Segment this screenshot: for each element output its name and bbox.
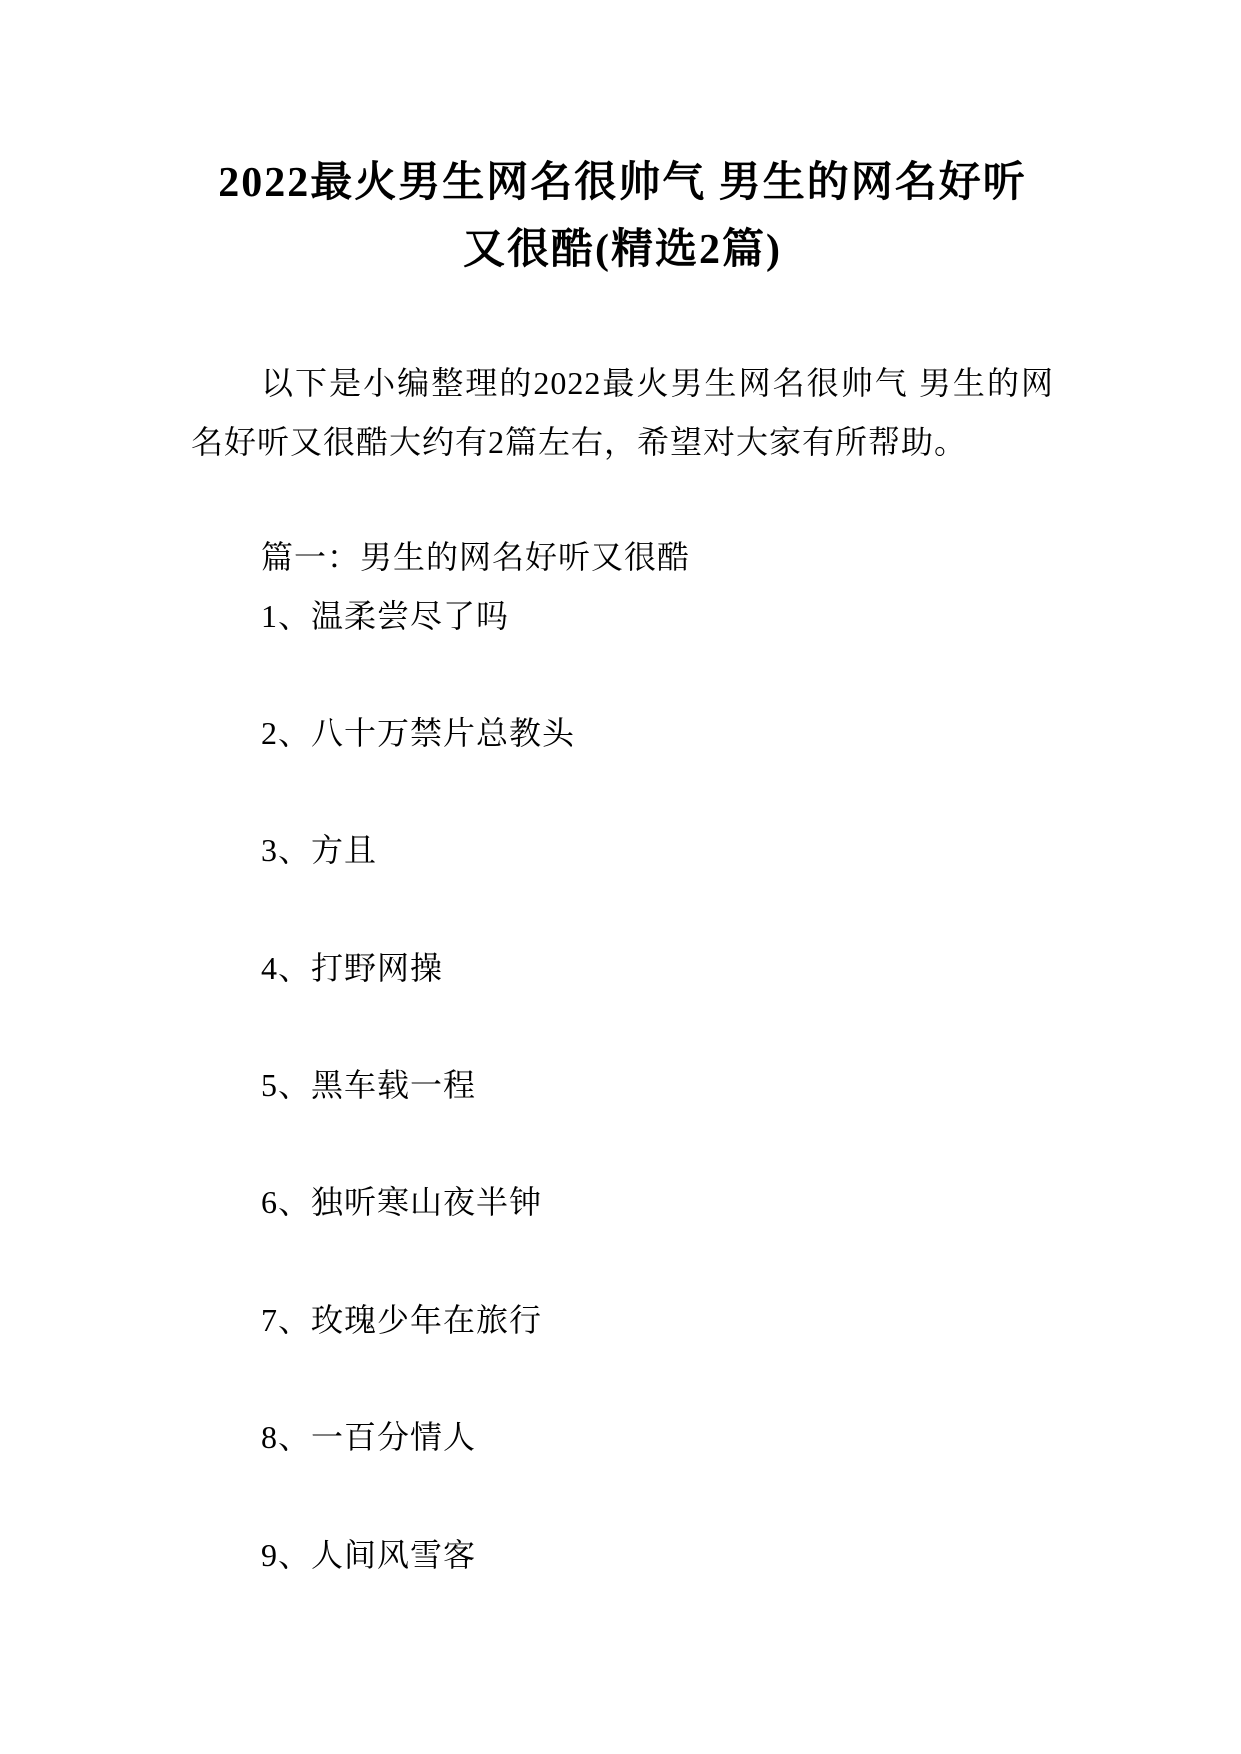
list-item-2: 2、八十万禁片总教头 [261, 714, 576, 751]
document-body [191, 150, 1054, 1643]
list-item-8: 8、一百分情人 [261, 1419, 477, 1456]
list-item-7: 7、玫瑰少年在旅行 [261, 1301, 543, 1338]
list-item-9: 9、人间风雪客 [261, 1536, 477, 1573]
document-title [191, 150, 1054, 284]
intro-line-2: 名好听又很酷大约有2篇左右，希望对大家有所帮助。 [191, 423, 968, 460]
list-item-6: 6、独听寒山夜半钟 [261, 1184, 543, 1221]
name-list [191, 587, 1054, 1585]
intro-line-1: 以下是小编整理的2022最火男生网名很帅气 男生的网 [261, 364, 1054, 401]
title-line-1: 2022最火男生网名很帅气 男生的网名好听 [218, 160, 1027, 206]
list-item-1: 1、温柔尝尽了吗 [261, 597, 510, 634]
section-heading: 篇一：男生的网名好听又很酷 [261, 538, 691, 575]
title-line-2: 又很酷(精选2篇) [463, 227, 782, 273]
list-item-3: 3、方且 [261, 832, 378, 869]
intro-paragraph [191, 354, 1054, 472]
list-item-5: 5、黑车载一程 [261, 1067, 477, 1104]
list-item-4: 4、打野网操 [261, 949, 444, 986]
